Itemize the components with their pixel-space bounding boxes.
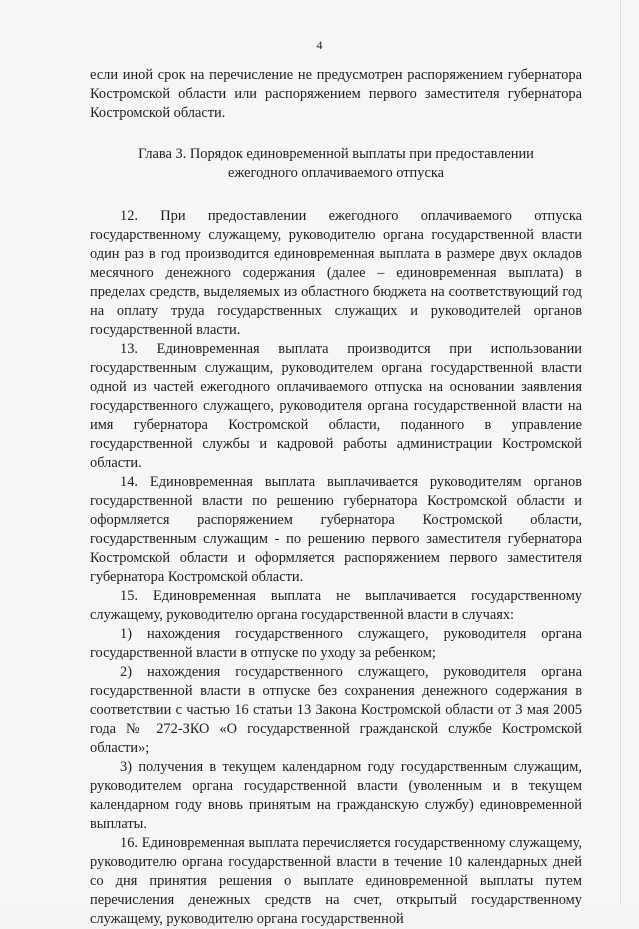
intro-paragraph: если иной срок на перечисление не предусмотрен распоряжением губернатора Костромской области или распоряжением первого заместителя губернатора Костромской области. [90, 67, 582, 121]
chapter-heading [90, 145, 582, 183]
paragraph-14: 14. Единовременная выплата выплачивается руководителям органов государственной власти по решению губернатора Костромской области и оформляется распоряжением губернатора Костромской области, государственным служащим - по решению первого заместителя губернатора Костромской области и оформляется распоряжением первого заместителя губернатора Костромской области. [90, 474, 582, 585]
paragraph-15: 15. Единовременная выплата не выплачивается государственному служащему, руководителю органа государственной власти в случаях: [90, 588, 582, 623]
scan-edge-line [620, 0, 621, 905]
paragraph-13: 13. Единовременная выплата производится при использовании государственным служащим, руководителем органа государственной власти одной из частей ежегодного оплачиваемого отпуска на основании заявления государственного служащего, руководителя органа государственной власти на имя губернатора Костромской области, поданного в управление государственной службы и кадровой работы администрации Костромской области. [90, 341, 582, 471]
chapter-heading-line-1: Глава 3. Порядок единовременной выплаты при предоставлении [138, 146, 534, 162]
page-number: 4 [316, 38, 323, 52]
paragraph-15-item-3: 3) получения в текущем календарном году государственным служащим, руководителем органа государственной власти (уволенным и в текущем календарном году вновь принятым на гражданскую службу) единовременной выплаты. [90, 759, 582, 832]
chapter-heading-line-2: ежегодного оплачиваемого отпуска [228, 165, 444, 181]
paragraph-15-item-2: 2) нахождения государственного служащего, руководителя органа государственной власти в отпуске без сохранения денежного содержания в соответствии с частью 16 статьи 13 Закона Костромской области от 3 мая 2005 года № 272-ЗКО «О государственной гражданской службе Костромской области»; [90, 664, 582, 756]
document-body [90, 66, 582, 929]
paragraph-16: 16. Единовременная выплата перечисляется государственному служащему, руководителю органа государственной власти в течение 10 календарных дней со дня принятия решения о выплате единовременной выплаты путем перечисления денежных средств на счет, открытый государственному служащему, руководителю органа государственной [90, 835, 582, 927]
paragraph-15-item-1: 1) нахождения государственного служащего, руководителя органа государственной власти в отпуске по уходу за ребенком; [90, 626, 582, 661]
paragraph-12: 12. При предоставлении ежегодного оплачиваемого отпуска государственному служащему, руководителю органа государственной власти один раз в год производится единовременная выплата в размере двух окладов месячного денежного содержания (далее – единовременная выплата) в пределах средств, выделяемых из областного бюджета на соответствующий год на оплату труда государственных служащих и руководителей органов государственной власти. [90, 208, 582, 338]
